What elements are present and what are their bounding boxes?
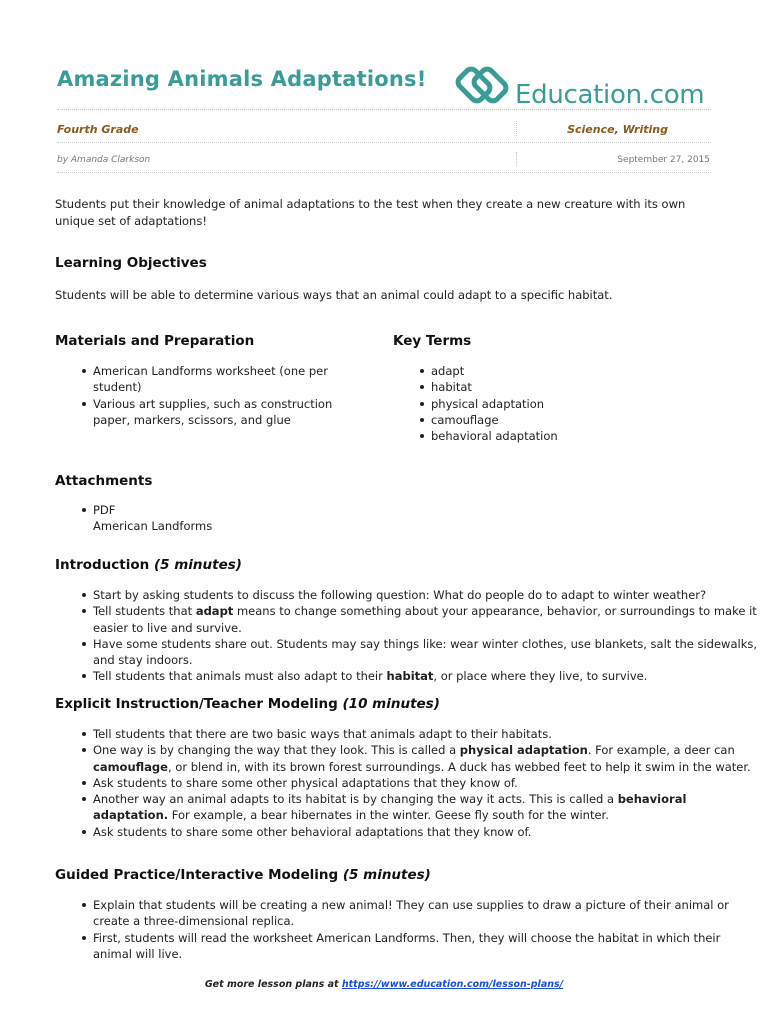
key-terms-heading: Key Terms bbox=[393, 333, 472, 349]
attachment-type: PDF bbox=[93, 502, 393, 518]
title-divider bbox=[57, 109, 711, 110]
guided-practice-title: Guided Practice/Interactive Modeling bbox=[55, 867, 339, 883]
list-item: American Landforms worksheet (one per student) bbox=[93, 363, 343, 396]
page-title: Amazing Animals Adaptations! bbox=[57, 67, 427, 91]
explicit-instruction-time: (10 minutes) bbox=[342, 696, 440, 712]
list-item: One way is by changing the way that they look. This is called a physical adaptation. For example, a deer can camouflage, or blend in, with its brown forest surroundings. A duck has webbed feet to help it swim in the water. bbox=[93, 742, 758, 775]
attachment-link[interactable]: American Landforms bbox=[93, 519, 213, 534]
introduction-list bbox=[55, 587, 758, 685]
materials-heading: Materials and Preparation bbox=[55, 333, 255, 349]
list-item: Tell students that there are two basic ways that animals adapt to their habitats. bbox=[93, 726, 758, 742]
list-item: Another way an animal adapts to its habitat is by changing the way it acts. This is called a behavioral adaptation. For example, a bear hibernates in the winter. Geese fly south for the winter. bbox=[93, 791, 758, 824]
learning-objectives-heading: Learning Objectives bbox=[55, 255, 207, 271]
explicit-instruction-heading bbox=[55, 696, 440, 712]
meta-divider bbox=[516, 121, 517, 136]
list-item: camouflage bbox=[431, 412, 731, 428]
explicit-instruction-list bbox=[55, 726, 758, 840]
lesson-plans-link[interactable]: https://www.education.com/lesson-plans/ bbox=[341, 979, 564, 990]
introduction-time: (5 minutes) bbox=[153, 557, 242, 573]
list-item: Explain that students will be creating a new animal! They can use supplies to draw a picture of their animal or create a three-dimensional replica. bbox=[93, 897, 758, 930]
publish-date: September 27, 2015 bbox=[617, 155, 710, 165]
list-item: Various art supplies, such as construction paper, markers, scissors, and glue bbox=[93, 396, 343, 429]
key-terms-list bbox=[393, 363, 731, 444]
list-item: Ask students to share some other behavioral adaptations that they know of. bbox=[93, 824, 758, 840]
meta-divider-2 bbox=[516, 152, 517, 166]
education-logo[interactable] bbox=[455, 56, 717, 114]
footer-text: Get more lesson plans at bbox=[204, 979, 342, 990]
list-item: Ask students to share some other physical adaptations that they know of. bbox=[93, 775, 758, 791]
list-item: Start by asking students to discuss the following question: What do people do to adapt to winter weather? bbox=[93, 587, 758, 603]
list-item: Have some students share out. Students may say things like: wear winter clothes, use blankets, salt the sidewalks, and stay indoors. bbox=[93, 636, 757, 668]
logo-text: Education.com bbox=[515, 80, 705, 110]
list-item: behavioral adaptation bbox=[431, 428, 731, 444]
list-item: adapt bbox=[431, 363, 731, 379]
attachments-list bbox=[55, 502, 393, 535]
explicit-instruction-title: Explicit Instruction/Teacher Modeling bbox=[55, 696, 338, 712]
list-item: Tell students that animals must also adapt to their habitat, or place where they live, to survive. bbox=[93, 668, 758, 684]
guided-practice-list bbox=[55, 897, 758, 962]
materials-list bbox=[55, 363, 343, 428]
meta-divider-line bbox=[57, 142, 711, 143]
learning-objectives-text: Students will be able to determine various ways that an animal could adapt to a specific habitat. bbox=[55, 288, 613, 302]
grade-label: Fourth Grade bbox=[57, 123, 139, 136]
education-logo-icon bbox=[455, 56, 513, 114]
list-item: Tell students that adapt means to change something about your appearance, behavior, or surroundings to make it easier to live and survive. bbox=[93, 604, 757, 635]
list-item: habitat bbox=[431, 379, 731, 395]
guided-practice-time: (5 minutes) bbox=[342, 867, 431, 883]
list-item: physical adaptation bbox=[431, 396, 731, 412]
author-divider bbox=[57, 172, 711, 173]
introduction-heading bbox=[55, 557, 242, 573]
guided-practice-heading bbox=[55, 867, 431, 883]
author: by Amanda Clarkson bbox=[57, 155, 151, 165]
subject-label: Science, Writing bbox=[567, 123, 668, 136]
attachments-heading: Attachments bbox=[55, 473, 153, 489]
lesson-summary: Students put their knowledge of animal adaptations to the test when they create a new creature with its own unique set of adaptations! bbox=[55, 197, 686, 228]
introduction-title: Introduction bbox=[55, 557, 150, 573]
footer bbox=[0, 979, 768, 990]
list-item: First, students will read the worksheet American Landforms. Then, they will choose the habitat in which their animal will live. bbox=[93, 930, 758, 963]
